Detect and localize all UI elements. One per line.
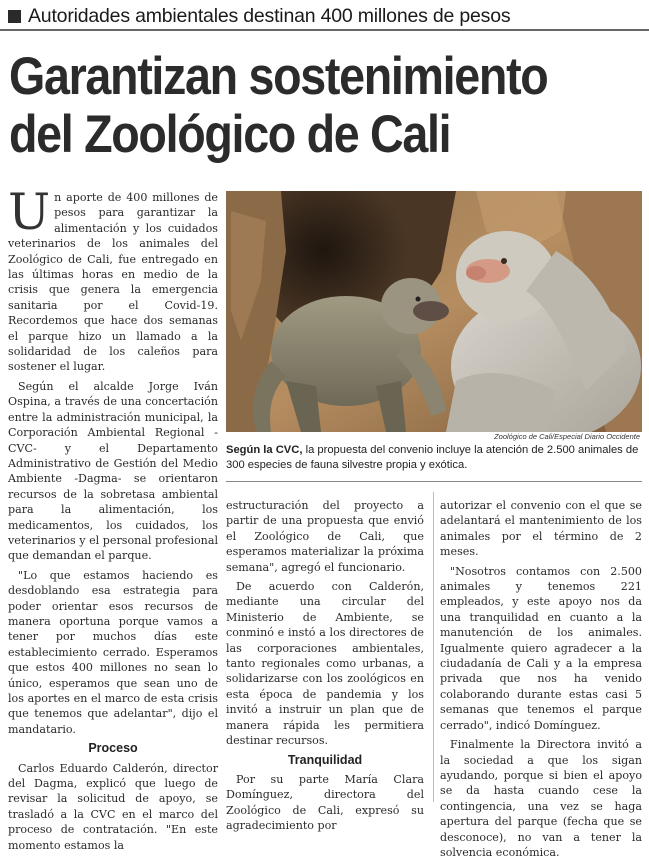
baboon-photo-illustration: [226, 191, 642, 432]
kicker: [8, 4, 510, 28]
column-divider: [433, 492, 434, 802]
lead-paragraph: [8, 183, 218, 375]
article-paragraph: Carlos Eduardo Calderón, director del Dagma, explicó que luego de revisar la solicitud de apoyo, se trasladó a la CVC en el marco del proceso de contratación. "En este momento estamos la: [8, 761, 218, 852]
kicker-square-icon: [8, 10, 21, 23]
photo-caption: [226, 443, 642, 473]
subhead-proceso: Proceso: [88, 741, 138, 756]
headline-line-2: del Zoológico de Cali: [9, 105, 451, 164]
article-paragraph: Finalmente la Directora invitó a la sociedad a que los sigan ayudando, porque si bien el apoyo se da hasta cuando cese la contingencia, una vez se haga apertura del parque (fecha que se desconoce), no van a tener la solvencia económica.: [440, 738, 642, 859]
article-paragraph: estructuración del proyecto a partir de una propuesta que envió el Zoológico de Cali, que esperamos materializar la próxima semana", agregó el funcionario.: [226, 499, 424, 574]
photo-credit: Zoológico de Cali/Especial Diario Occidente: [494, 432, 640, 441]
caption-rule: [226, 481, 642, 482]
article-paragraph: Según el alcalde Jorge Iván Ospina, a través de una concertación entre la administración municipal, la Corporación Ambiental Regional -CVC- y el Departamento Administrativo de Gestión del Medio Ambiente -Dagma- se orientaron recursos de la sobretasa ambiental para la alimentación, los medicamentos, los cuidados, los veterinarios y el personal profesional que demandan el parque.: [8, 379, 218, 563]
lead-text: n aporte de 400 millones de pesos para garantizar la alimentación y los cuidados veterinarios de los animales del Zoológico de Cali, fue entregado en las últimas horas en medio de la crisis que genera la emergencia sanitaria por el Covid-19. Recordemos que hace dos semanas el parque hizo un llamado a la solidaridad de los caleños para sostener el lugar.: [8, 191, 218, 374]
caption-text: la propuesta del convenio incluye la atención de 2.500 animales de 300 especies de fauna silvestre propia y exótica.: [226, 444, 639, 471]
article-column-3: [440, 498, 642, 864]
article-paragraph: autorizar el convenio con el que se adelantará el mantenimiento de los animales por el término de 2 meses.: [440, 499, 642, 559]
kicker-text: Autoridades ambientales destinan 400 millones de pesos: [28, 4, 511, 27]
article-paragraph: De acuerdo con Calderón, mediante una circular del Ministerio de Ambiente, se conminó e instó a los directores de las corporaciones ambientales, tanto regionales como urbanas, a solidarizarse con los zoológicos en esta época de pandemia y los invitó a instruir un plan que de manera rápida les permitiera destinar recursos.: [226, 580, 424, 748]
article-column-2: [226, 498, 424, 838]
baboon-photo: [226, 191, 642, 432]
subhead-tranquilidad: Tranquilidad: [287, 752, 363, 767]
article-paragraph: "Lo que estamos haciendo es desdoblando esa estrategia para poder orientar esos recursos de manera oportuna porque vamos a tener por muchos días este establecimiento cerrado. Esperamos que estos 400 millones no sean lo único, esperamos que sean uno de los aportes en el marco de esta crisis que tenemos que adelantar", dijo el mandatario.: [8, 568, 218, 736]
article-paragraph: Por su parte María Clara Domínguez, directora del Zoológico de Cali, expresó su agradecimiento por: [226, 772, 424, 833]
caption-lead: Según la CVC,: [226, 444, 303, 456]
article-column-1: [8, 183, 218, 857]
headline-line-1: Garantizan sostenimiento: [9, 47, 548, 106]
dropcap: U: [8, 183, 51, 241]
article-paragraph: "Nosotros contamos con 2.500 animales y tenemos 221 empleados, y este apoyo nos da una tranquilidad en cuanto a la manutención de los animales. Igualmente quiero agradecer a la ciudadanía de Cali y a la empresa privada que nos ha venido colaborando durante estas casi 5 semanas que tenemos el parque cerrado", indicó Domínguez.: [440, 564, 642, 732]
top-rule: [0, 29, 649, 31]
headline: [9, 48, 649, 164]
